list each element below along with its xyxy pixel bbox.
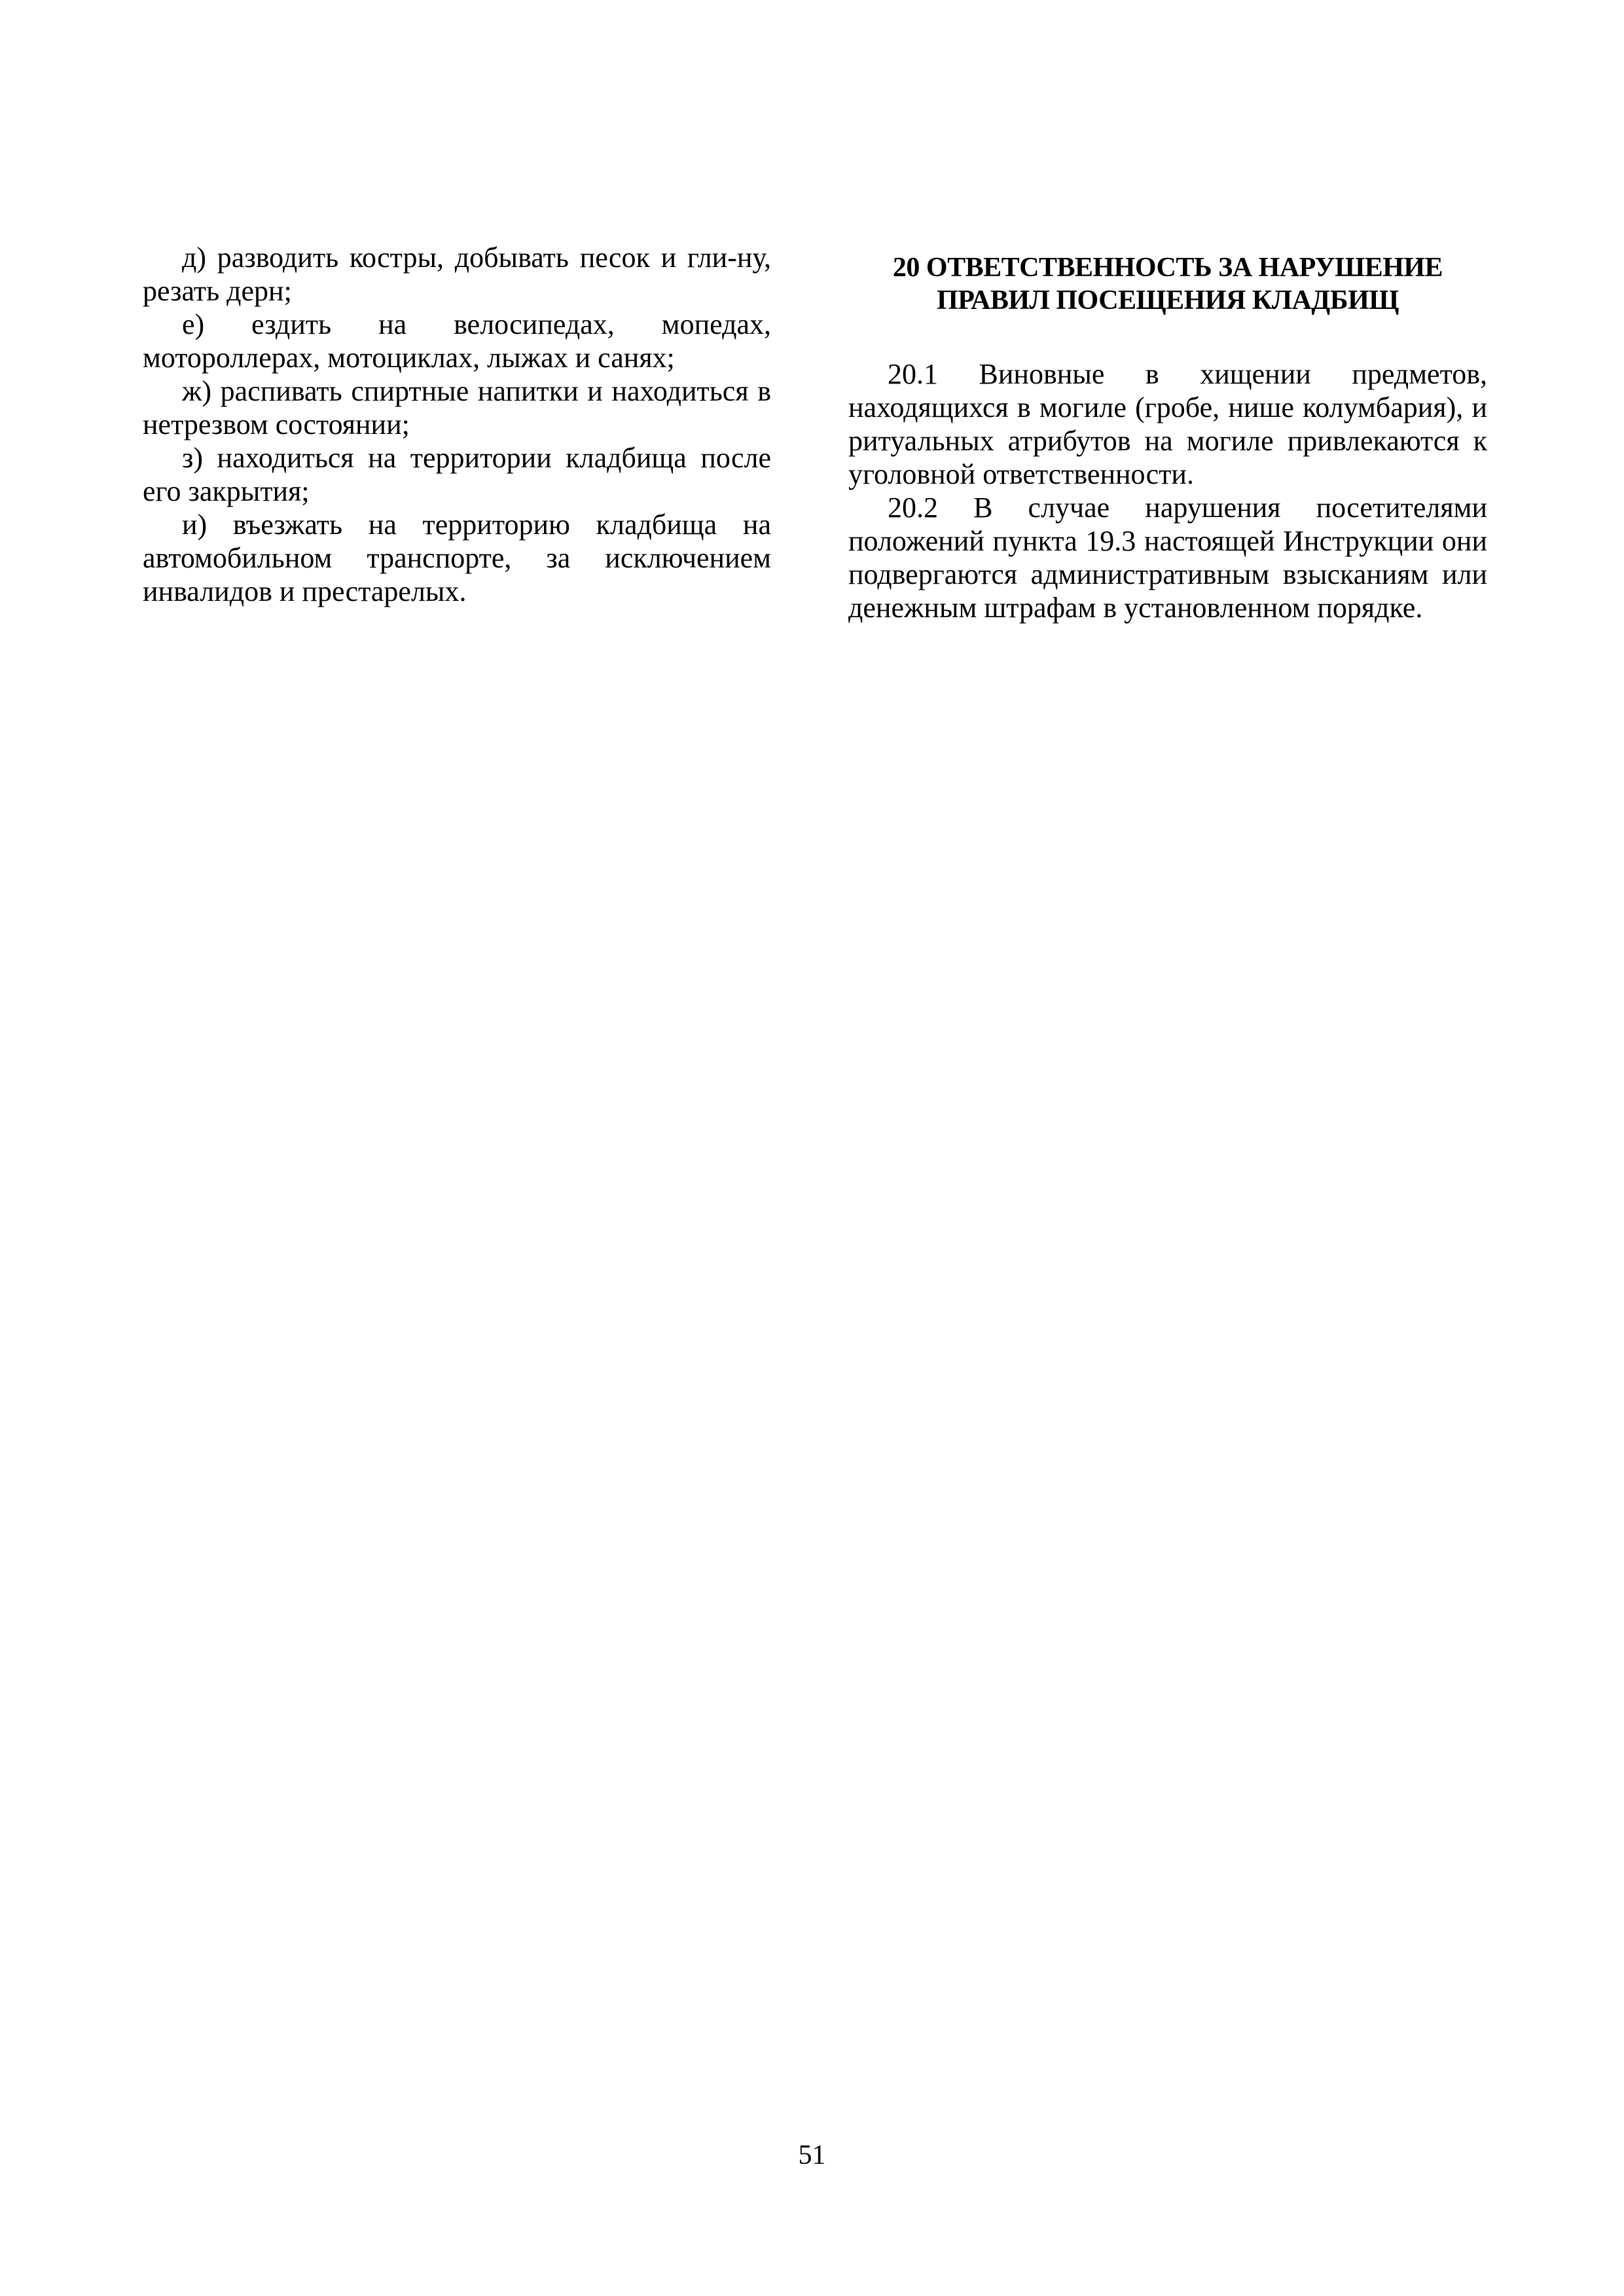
paragraph-20-1: 20.1 Виновные в хищении предметов, находящихся в могиле (гробе, нише колумбария), и ритуальных атрибутов на могиле привлекаются к уголовной ответственности. bbox=[848, 358, 1487, 490]
list-item-d: д) разводить костры, добывать песок и гли-ну, резать дерн; bbox=[143, 242, 771, 307]
list-item-zh: ж) распивать спиртные напитки и находиться в нетрезвом состоянии; bbox=[143, 375, 771, 440]
left-column bbox=[143, 241, 771, 608]
section-heading bbox=[848, 251, 1487, 317]
section-heading-line-1: 20 ОТВЕТСТВЕННОСТЬ ЗА НАРУШЕНИЕ bbox=[892, 253, 1443, 283]
page-number: 51 bbox=[798, 2140, 826, 2170]
right-column bbox=[848, 241, 1487, 624]
list-item-i: и) въезжать на территорию кладбища на автомобильном транспорте, за исключением инвалидов и престарелых. bbox=[143, 509, 771, 607]
list-item-z: з) находиться на территории кладбища после его закрытия; bbox=[143, 442, 771, 507]
paragraph-20-2: 20.2 В случае нарушения посетителями положений пункта 19.3 настоящей Инструкции они подвергаются административным взысканиям или денежным штрафам в установленном порядке. bbox=[848, 492, 1487, 624]
list-item-e: е) ездить на велосипедах, мопедах, мотороллерах, мотоциклах, лыжах и санях; bbox=[143, 308, 771, 374]
section-heading-line-2: ПРАВИЛ ПОСЕЩЕНИЯ КЛАДБИЩ bbox=[937, 285, 1399, 315]
heading-spacer bbox=[848, 317, 1487, 357]
